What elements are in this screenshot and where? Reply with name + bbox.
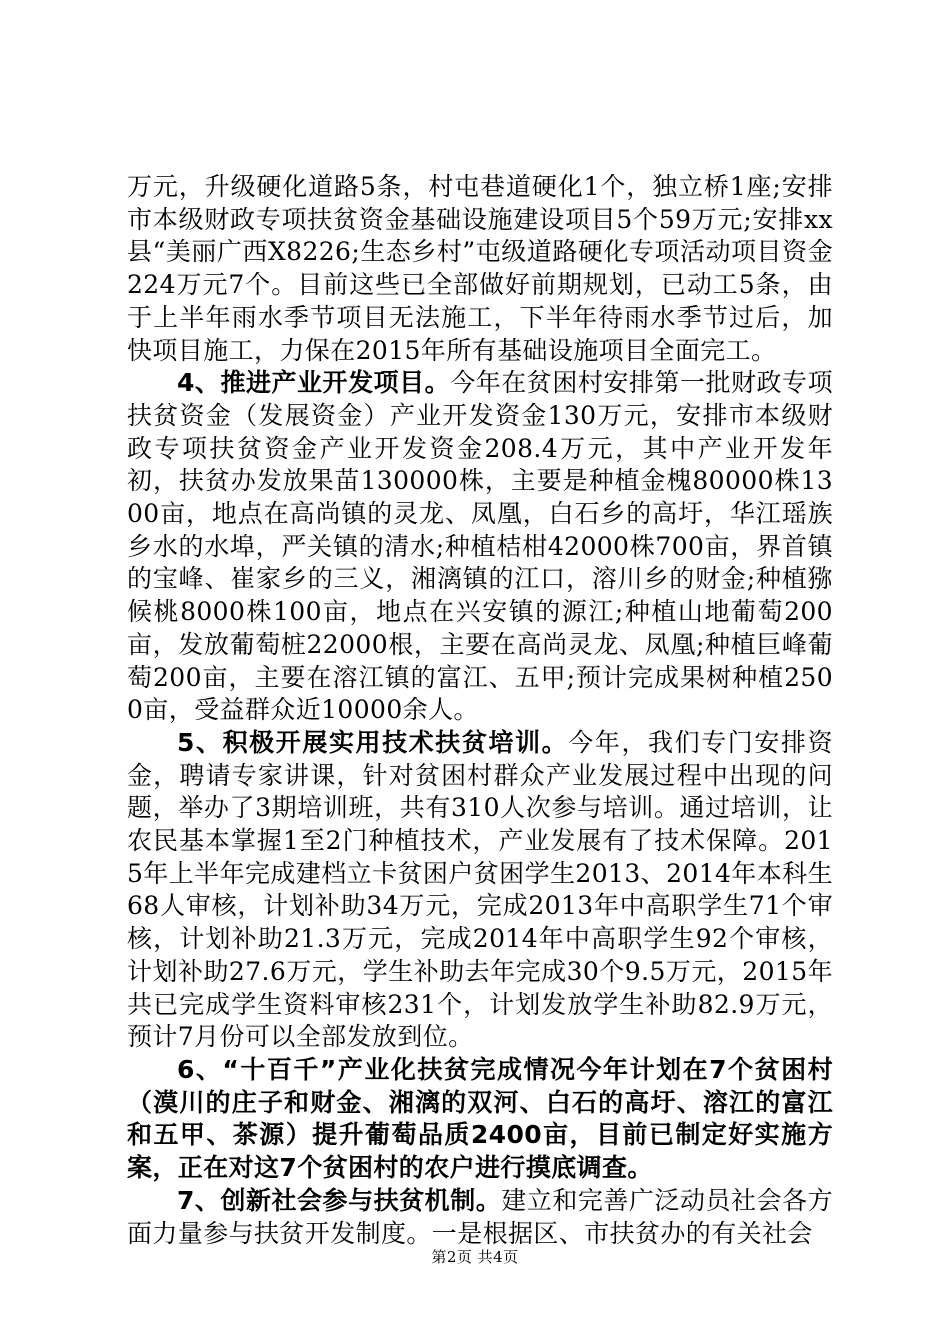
paragraph-2 <box>127 367 833 727</box>
page-number-footer: 第2页 共4页 <box>431 1248 519 1266</box>
paragraph-3 <box>127 727 833 1054</box>
paragraph-5-text: 建立和完善广泛动员社会各方面力量参与扶贫开发制度。一是根据区、市扶贫办的有关社会 <box>127 1185 833 1248</box>
paragraph-3-text: 今年，我们专门安排资金，聘请专家讲课，针对贫困村群众产业发展过程中出现的问题，举办了3期培训班，共有310人次参与培训。通过培训，让农民基本掌握1至2门种植技术，产业发展有了技术保障。2015年上半年完成建档立卡贫困户贫困学生2013、2014年本科生68人审核，计划补助34万元，完成2013年中高职学生71个审核，计划补助21.3万元，完成2014年中高职学生92个审核，计划补助27.6万元，学生补助去年完成30个9.5万元，2015年共已完成学生资料审核231个，计划发放学生补助82.9万元，预计7月份可以全部发放到位。 <box>127 727 833 1052</box>
paragraph-3-heading: 5、积极开展实用技术扶贫培训。 <box>177 727 569 757</box>
document-body <box>127 171 833 1250</box>
paragraph-4-heading: 6、“十百千”产业化扶贫完成情况今年计划在7个贫困村（漠川的庄子和财金、湘漓的双河、白石的高圩、溶江的富江和五甲、茶源）提升葡萄品质2400亩，目前已制定好实施方案，正在对这7个贫困村的农户进行摸底调查。 <box>127 1054 833 1183</box>
paragraph-2-heading: 4、推进产业开发项目。 <box>177 368 451 398</box>
paragraph-1-text: 万元，升级硬化道路5条，村屯巷道硬化1个，独立桥1座;安排市本级财政专项扶贫资金基础设施建设项目5个59万元;安排xx县“美丽广西X8226;生态乡村”屯级道路硬化专项活动项目资金224万元7个。目前这些已全部做好前期规划，已动工5条，由于上半年雨水季节项目无法施工，下半年待雨水季节过后，加快项目施工，力保在2015年所有基础设施项目全面完工。 <box>127 172 833 365</box>
paragraph-5 <box>127 1185 833 1250</box>
paragraph-1 <box>127 171 833 367</box>
paragraph-2-text: 今年在贫困村安排第一批财政专项扶贫资金（发展资金）产业开发资金130万元，安排市本级财政专项扶贫资金产业开发资金208.4万元，其中产业开发年初，扶贫办发放果苗130000株，主要是种植金槐80000株1300亩，地点在高尚镇的灵龙、凤凰，白石乡的高圩，华江瑶族乡水的水埠，严关镇的清水;种植桔柑42000株700亩，界首镇的宝峰、崔家乡的三义，湘漓镇的江口，溶川乡的财金;种植猕候桃8000株100亩，地点在兴安镇的源江;种植山地葡萄200亩，发放葡萄桩22000根，主要在高尚灵龙、凤凰;种植巨峰葡萄200亩，主要在溶江镇的富江、五甲;预计完成果树种植2500亩，受益群众近10000余人。 <box>127 368 833 725</box>
paragraph-5-heading: 7、创新社会参与扶贫机制。 <box>177 1185 502 1215</box>
paragraph-4 <box>127 1054 833 1185</box>
